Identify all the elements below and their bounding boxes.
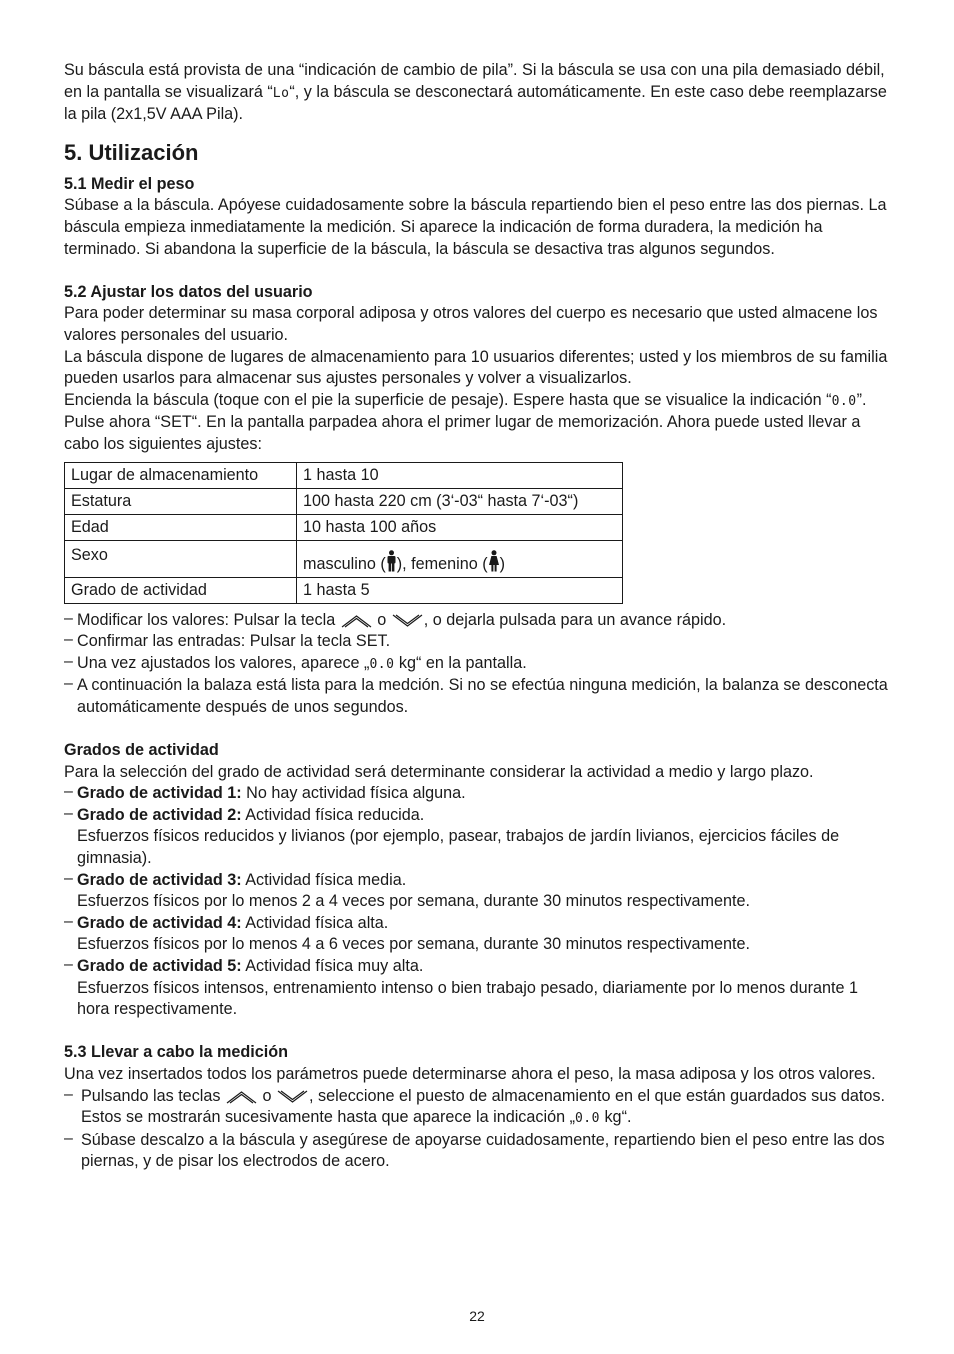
- list-item: [64, 805, 890, 870]
- activity-level-detail: Esfuerzos físicos intensos, entrenamiento intenso o bien trabajo pesado, diariamente por lo menos durante 1 hora respectivamente.: [77, 978, 859, 1019]
- activity-level-text: Actividad física alta.: [241, 913, 389, 932]
- table-cell-value: 1 hasta 10: [297, 462, 623, 488]
- list-item: [64, 610, 890, 632]
- values-text-a: Una vez ajustados los valores, aparece „: [77, 653, 370, 672]
- activity-level-label: Grado de actividad 5:: [77, 957, 242, 975]
- male-person-icon: [386, 550, 397, 572]
- list-item: [64, 1130, 890, 1173]
- list-item: [64, 913, 890, 956]
- p3-text-b: ”.: [856, 390, 867, 409]
- down-arrow-icon: [391, 614, 424, 628]
- battery-paragraph: [64, 60, 890, 126]
- bullet-dash: –: [64, 1129, 73, 1147]
- keys-text-b: , seleccione el puesto de almacenamiento en el que están guardados sus datos. Estos se mostrarán sucesivamente hasta que aparece la indicación „: [81, 1086, 885, 1127]
- lcd-zero-indicator: 0.0: [831, 393, 857, 409]
- table-row: [65, 577, 623, 603]
- up-arrow-icon: [340, 614, 373, 628]
- bullet-dash: –: [64, 652, 73, 670]
- ready-text: A continuación la balaza está lista para la medción. Si no se efectúa ninguna medición, la balanza se desconecta automáticamente después de unos segundos.: [77, 676, 888, 716]
- bullet-dash: –: [64, 631, 73, 649]
- activity-level-text: Actividad física media.: [241, 870, 407, 889]
- activity-levels-title: Grados de actividad: [64, 741, 219, 760]
- lcd-zero-indicator: 0.0: [369, 656, 395, 672]
- page-number: 22: [469, 1308, 485, 1324]
- activity-level-detail: Esfuerzos físicos por lo menos 4 a 6 veces por semana, durante 30 minutos respectivamente.: [77, 935, 751, 954]
- subsection-5-2-title: 5.2 Ajustar los datos del usuario: [64, 282, 313, 301]
- closing-paren: ): [499, 554, 506, 573]
- subsection-5-3-title: 5.3 Llevar a cabo la medición: [64, 1043, 289, 1062]
- list-item: [64, 783, 890, 805]
- table-cell-label: Edad: [65, 514, 297, 540]
- table-cell-value: [297, 540, 623, 577]
- bullet-dash: –: [64, 956, 73, 973]
- modify-text-b: , o dejarla pulsada para un avance rápido.: [423, 610, 727, 629]
- table-cell-label: Grado de actividad: [65, 577, 297, 603]
- bullet-dash: –: [64, 912, 73, 930]
- bullet-dash: –: [64, 869, 73, 887]
- male-text: masculino (: [303, 554, 386, 573]
- table-cell-label: Lugar de almacenamiento: [65, 462, 297, 488]
- or-text: o: [377, 610, 387, 629]
- subsection-5-2-p3: [64, 390, 890, 413]
- list-item: [64, 653, 890, 676]
- keys-text-c: kg“.: [599, 1108, 632, 1127]
- list-item: [64, 870, 890, 913]
- table-cell-value: 10 hasta 100 años: [297, 514, 623, 540]
- keys-text-a: Pulsando las teclas: [81, 1086, 221, 1105]
- lcd-lo-indicator: Lo: [272, 85, 290, 101]
- down-arrow-icon: [276, 1090, 309, 1104]
- activity-level-label: Grado de actividad 3:: [77, 870, 242, 889]
- subsection-5-1-title: 5.1 Medir el peso: [64, 174, 195, 193]
- subsection-5-1-text: Súbase a la báscula. Apóyese cuidadosamente sobre la báscula repartiendo bien el peso entre las dos piernas. La báscula empieza inmediatamente la medición. Si aparece la indicación de forma duradera, la medición ha terminado. Si abandona la superficie de la báscula, la báscula se desactiva tras algunos segundos.: [64, 196, 887, 258]
- table-cell-value: 100 hasta 220 cm (3‘-03“ hasta 7‘-03“): [297, 488, 623, 514]
- table-row: [65, 540, 623, 577]
- up-arrow-icon: [225, 1090, 258, 1104]
- list-item: [64, 956, 890, 1021]
- female-person-icon: [488, 550, 500, 572]
- table-cell-label: Sexo: [65, 540, 297, 577]
- activity-level-label: Grado de actividad 1:: [77, 784, 242, 803]
- activity-level-label: Grado de actividad 4:: [77, 913, 242, 932]
- bullet-dash: –: [64, 804, 73, 822]
- list-item: [64, 631, 890, 653]
- or-text: o: [262, 1086, 272, 1105]
- subsection-5-2-p2: La báscula dispone de lugares de almacenamiento para 10 usuarios diferentes; usted y los miembros de su familia pueden usarlos para almacenar sus ajustes personales y volver a visualizarlos.: [64, 347, 888, 388]
- p3-text-a: Encienda la báscula (toque con el pie la superficie de pesaje). Espere hasta que se visualice la indicación “: [64, 390, 832, 409]
- activity-levels-intro: Para la selección del grado de actividad será determinante considerar la actividad a medio y largo plazo.: [64, 762, 814, 781]
- activity-level-label: Grado de actividad 2:: [77, 805, 242, 824]
- modify-text-a: Modificar los valores: Pulsar la tecla: [77, 610, 336, 629]
- manual-page: [64, 60, 890, 1173]
- female-text: ), femenino (: [396, 554, 488, 573]
- settings-table: [64, 462, 623, 604]
- bullet-dash: –: [64, 675, 73, 693]
- list-item: [64, 1086, 890, 1130]
- bullet-dash: –: [64, 609, 73, 627]
- values-text-b: kg“ en la pantalla.: [394, 653, 527, 672]
- table-row: [65, 514, 623, 540]
- activity-level-detail: Esfuerzos físicos por lo menos 2 a 4 veces por semana, durante 30 minutos respectivamente.: [77, 892, 751, 911]
- table-row: [65, 488, 623, 514]
- subsection-5-3-p1: Una vez insertados todos los parámetros puede determinarse ahora el peso, la masa adiposa y los otros valores.: [64, 1064, 876, 1083]
- lcd-zero-indicator: 0.0: [574, 1111, 600, 1127]
- activity-level-detail: Esfuerzos físicos reducidos y livianos (por ejemplo, pasear, trabajos de jardín livianos, ejercicios fáciles de gimnasia).: [77, 827, 840, 868]
- table-row: [65, 462, 623, 488]
- bullet-dash: –: [64, 783, 73, 801]
- confirm-text: Confirmar las entradas: Pulsar la tecla SET.: [77, 632, 391, 651]
- subsection-5-2-p4: Pulse ahora “SET“. En la pantalla parpadea ahora el primer lugar de memorización. Ahora puede usted llevar a cabo los siguientes ajustes:: [64, 413, 861, 453]
- battery-text-2: “, y la báscula se desconectará automáticamente. En este caso debe reemplazarse la pila (2x1,5V AAA Pila).: [64, 82, 887, 124]
- section-title: 5. Utilización: [64, 139, 199, 165]
- step-on-text: Súbase descalzo a la báscula y asegúrese de apoyarse cuidadosamente, repartiendo bien el peso entre las dos piernas, y de pisar los electrodos de acero.: [81, 1130, 885, 1171]
- activity-level-text: Actividad física muy alta.: [241, 957, 424, 975]
- activity-level-text: No hay actividad física alguna.: [241, 784, 466, 803]
- table-cell-label: Estatura: [65, 488, 297, 514]
- activity-level-text: Actividad física reducida.: [241, 805, 425, 824]
- subsection-5-2-p1: Para poder determinar su masa corporal adiposa y otros valores del cuerpo es necesario que usted almacene los valores personales del usuario.: [64, 304, 878, 344]
- battery-text-1: Su báscula está provista de una “indicación de cambio de pila”. Si la báscula se usa con una pila demasiado débil, en la pantalla se visualizará “: [64, 61, 885, 101]
- list-item: [64, 675, 890, 718]
- bullet-dash: –: [64, 1085, 73, 1103]
- table-cell-value: 1 hasta 5: [297, 577, 623, 603]
